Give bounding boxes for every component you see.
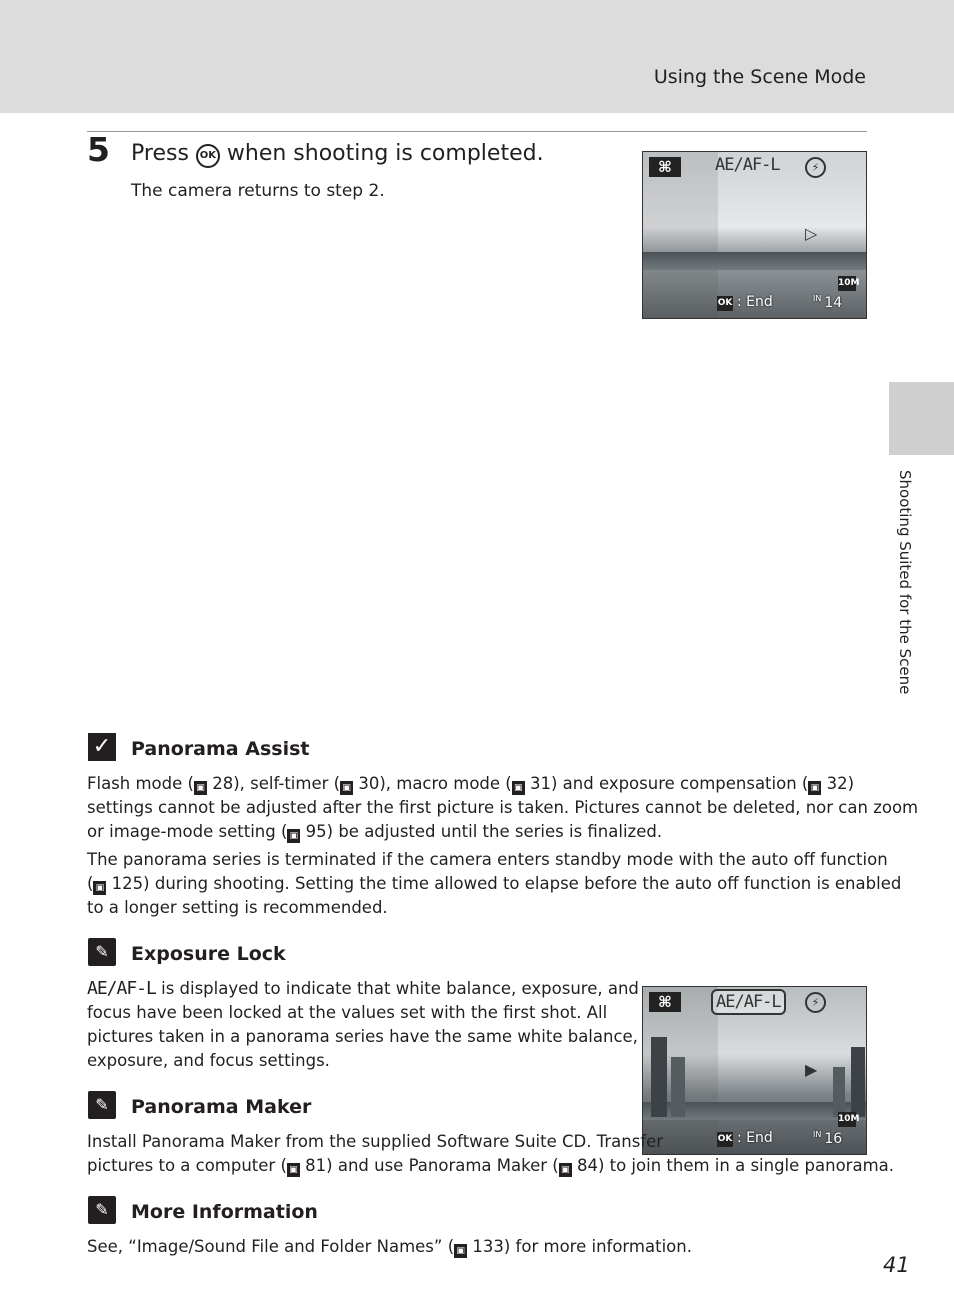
header-title: Using the Scene Mode (653, 66, 866, 88)
text: 31) and exposure compensation ( (524, 774, 809, 793)
panorama-assist-p2 (87, 848, 901, 920)
image-size-icon: 10M (838, 1112, 856, 1127)
panorama-maker-title: Panorama Maker (131, 1096, 312, 1118)
panorama-mode-icon: ⌘ (649, 992, 681, 1012)
step-body: The camera returns to step 2. (131, 181, 385, 201)
count-value: 14 (824, 295, 843, 311)
direction-arrow-icon: ▷ (805, 224, 818, 243)
flash-off-icon: ⚡ (805, 157, 826, 178)
exposure-lock-text (87, 977, 639, 1073)
tip-icon: ✎ (88, 938, 116, 966)
reference-icon: ▣ (194, 781, 207, 795)
panorama-assist-p1 (87, 772, 918, 844)
p2-line-1: The panorama series is terminated if the camera enters standby mode with the auto off function (87, 850, 888, 869)
text: 84) to join them in a single panorama. (571, 1156, 894, 1175)
step-number: 5 (87, 130, 110, 169)
el-line-3: pictures taken in a panorama series have the same white balance, (87, 1027, 638, 1046)
end-label: : End (737, 1130, 773, 1146)
text: 28), self-timer ( (206, 774, 341, 793)
count-value: 16 (824, 1131, 843, 1147)
text: 133) for more information. (467, 1237, 692, 1256)
el-line-4: exposure, and focus settings. (87, 1051, 330, 1070)
text: 125) during shooting. Setting the time allowed to elapse before the auto off function is enabled (106, 874, 902, 893)
step-title (131, 141, 544, 168)
building (851, 1047, 865, 1117)
image-size-icon: 10M (838, 276, 856, 291)
side-tab (889, 382, 954, 455)
text: Flash mode ( (87, 774, 194, 793)
ok-button-icon: OK (196, 144, 220, 168)
p2-line-2: ( ▣ 125) during shooting. Setting the time allowed to elapse before the auto off function is enabled (87, 874, 902, 893)
step-title-after: when shooting is completed. (219, 141, 544, 166)
pm-line-2 (87, 1154, 894, 1178)
building (833, 1067, 845, 1117)
text: or image-mode setting ( (87, 822, 288, 841)
divider (87, 131, 867, 132)
page-number: 41 (883, 1253, 910, 1277)
step-title-before: Press (131, 141, 196, 166)
panorama-maker-text (87, 1130, 894, 1178)
building (651, 1037, 667, 1117)
text: See, “Image/Sound File and Folder Names” ( (87, 1237, 455, 1256)
p2-line-3: to a longer setting is recommended. (87, 898, 388, 917)
el-line-2: focus have been locked at the values set with the first shot. All (87, 1003, 608, 1022)
p1-line-2: settings cannot be adjusted after the first picture is taken. Pictures cannot be deleted, nor can zoom (87, 798, 919, 817)
text: 32) (821, 774, 855, 793)
text: is displayed to indicate that white balance, exposure, and (155, 979, 639, 998)
text: 81) and use Panorama Maker ( (299, 1156, 559, 1175)
header-band (0, 0, 954, 113)
side-tab-label: Shooting Suited for the Scene (896, 470, 914, 695)
more-information-title: More Information (131, 1201, 318, 1223)
reference-icon: ▣ (340, 781, 353, 795)
panorama-assist-title: Panorama Assist (131, 738, 310, 760)
memory-icon: IN (813, 294, 822, 303)
text: pictures to a computer ( (87, 1156, 287, 1175)
check-icon: ✓ (88, 733, 116, 761)
ok-icon: OK (717, 296, 733, 311)
reference-icon: ▣ (559, 1163, 572, 1177)
building (671, 1057, 685, 1117)
end-label: : End (737, 294, 773, 310)
camera-screen-1 (642, 151, 867, 319)
ae-af-lock-icon: AE/AF-L (87, 978, 156, 999)
reference-icon: ▣ (454, 1244, 467, 1258)
text: 30), macro mode ( (353, 774, 512, 793)
reference-icon: ▣ (512, 781, 525, 795)
panorama-mode-icon: ⌘ (649, 157, 681, 177)
reference-icon: ▣ (287, 1163, 300, 1177)
tip-icon: ✎ (88, 1196, 116, 1224)
el-line-1 (87, 977, 639, 1001)
horizon (643, 252, 866, 270)
reference-icon: ▣ (287, 829, 300, 843)
direction-arrow-icon: ▶ (805, 1060, 818, 1079)
reference-icon: ▣ (808, 781, 821, 795)
pm-line-1: Install Panorama Maker from the supplied Software Suite CD. Transfer (87, 1132, 664, 1151)
memory-icon: IN (813, 1130, 822, 1139)
tip-icon: ✎ (88, 1091, 116, 1119)
p1-line-1 (87, 772, 918, 796)
exposure-lock-title: Exposure Lock (131, 943, 286, 965)
ae-af-lock-indicator: AE/AF-L (715, 155, 780, 175)
flash-off-icon: ⚡ (805, 992, 826, 1013)
text: 95) be adjusted until the series is finalized. (300, 822, 663, 841)
reference-icon: ▣ (93, 881, 106, 895)
p1-line-3 (87, 820, 918, 844)
ae-af-lock-indicator-highlighted: AE/AF-L (711, 989, 786, 1015)
more-information-text (87, 1235, 692, 1259)
ok-icon: OK (717, 1132, 733, 1147)
exposure-count (813, 294, 842, 311)
